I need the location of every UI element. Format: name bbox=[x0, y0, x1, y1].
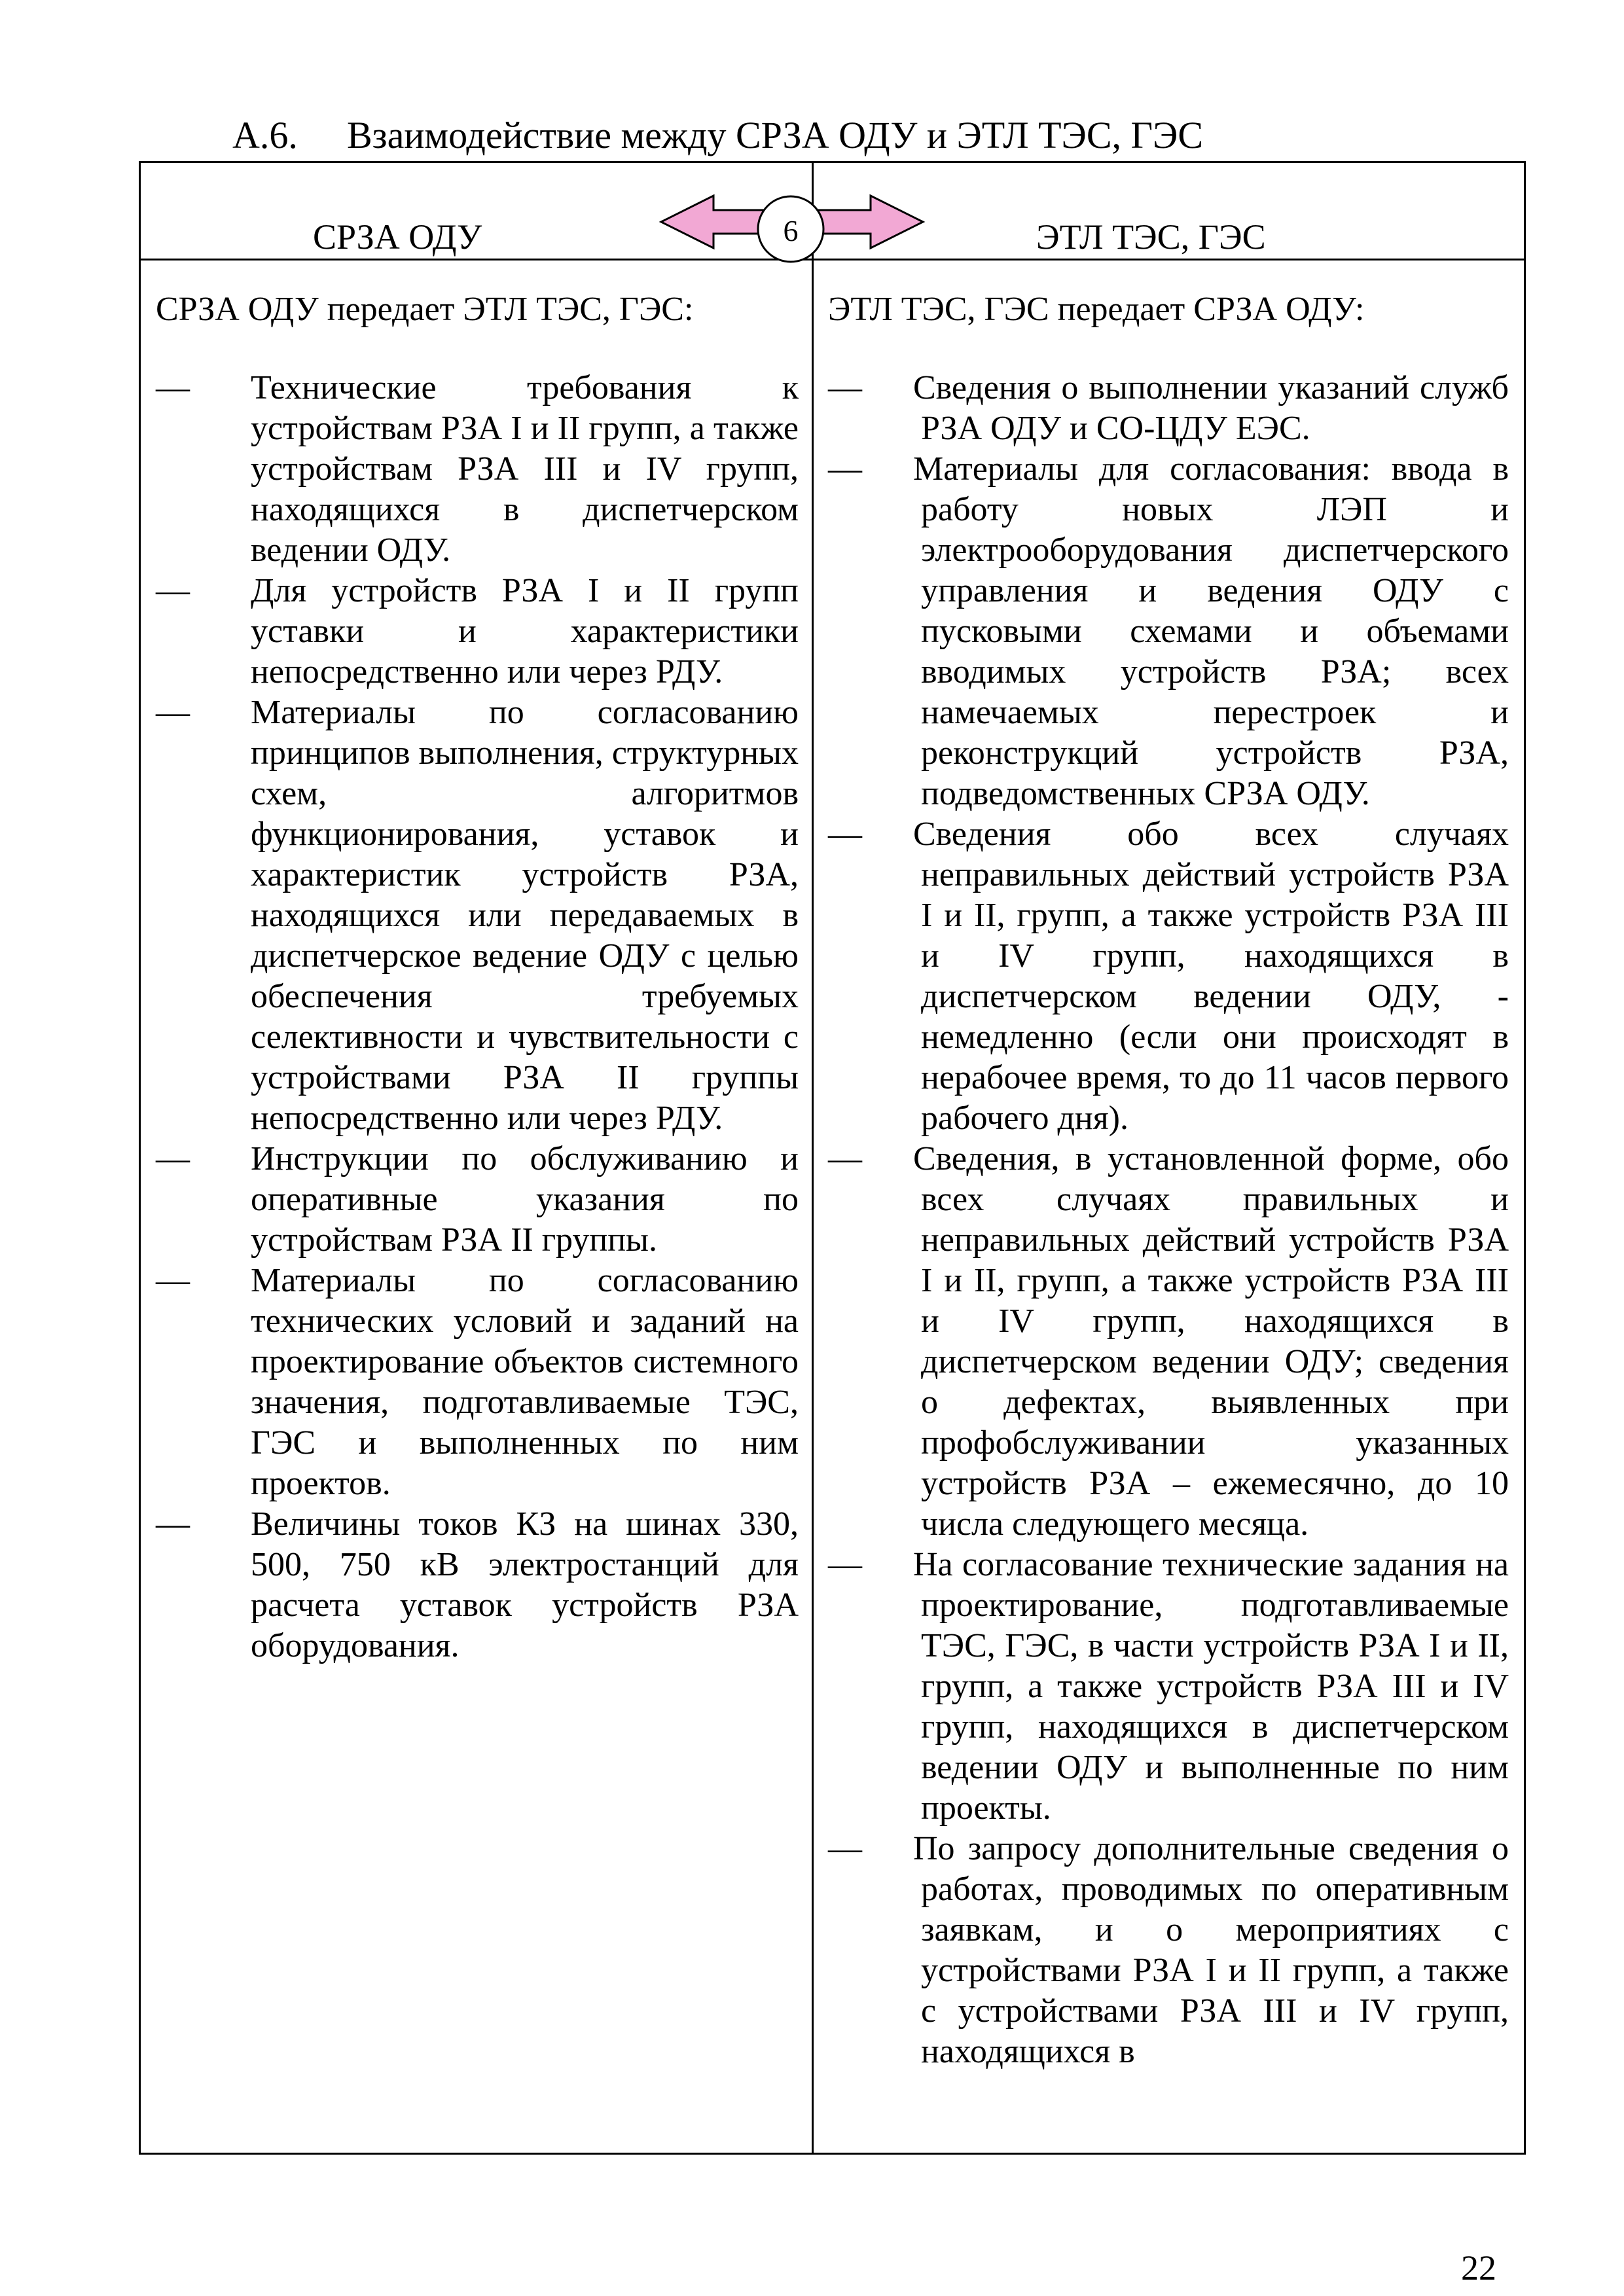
list-item bbox=[156, 1261, 799, 1504]
page-number: 22 bbox=[1461, 2248, 1496, 2287]
list-item-text: Материалы по согласованию технических условий и заданий на проектирование объектов системного значения, подготавливаемые ТЭС, ГЭС и выполненных по ним проектов. bbox=[251, 1262, 799, 1502]
list-item bbox=[156, 692, 799, 1139]
right-column-intro: ЭТЛ ТЭС, ГЭС передает СРЗА ОДУ: bbox=[828, 291, 1365, 328]
dash-bullet: — bbox=[156, 694, 190, 731]
dash-bullet: — bbox=[156, 572, 190, 609]
dash-bullet: — bbox=[156, 369, 190, 406]
dash-bullet: — bbox=[156, 1505, 190, 1543]
exchange-diagram bbox=[0, 0, 1624, 295]
left-column bbox=[156, 289, 799, 1666]
dash-bullet: — bbox=[156, 1140, 190, 1177]
dash-bullet: — bbox=[828, 1140, 862, 1177]
left-column-header: СРЗА ОДУ bbox=[313, 217, 482, 257]
list-item-text: Для устройств РЗА I и II групп уставки и характеристики непосредственно или через РДУ. bbox=[251, 572, 799, 691]
list-item-text: Сведения о выполнении указаний служб РЗА ОДУ и СО-ЦДУ ЕЭС. bbox=[913, 369, 1509, 447]
dash-bullet: — bbox=[156, 1262, 190, 1299]
list-item-text: По запросу дополнительные сведения о работах, проводимых по оперативным заявкам, и о мероприятиях с устройствами РЗА I и II групп, а также с устройствами РЗА III и IV групп, находящихся в bbox=[913, 1830, 1509, 2070]
list-item bbox=[828, 368, 1509, 449]
dash-bullet: — bbox=[828, 1546, 862, 1583]
list-item-text: Сведения обо всех случаях неправильных действий устройств РЗА I и II, групп, а также устройств РЗА III и IV групп, находящихся в диспетчерском ведении ОДУ, - немедленно (если они происходят в нерабочее время, то до 11 часов первого рабочего дня). bbox=[913, 816, 1509, 1137]
list-item bbox=[156, 571, 799, 692]
link-number: 6 bbox=[783, 214, 799, 247]
list-item-text: На согласование технические задания на проектирование, подготавливаемые ТЭС, ГЭС, в части устройств РЗА I и II, групп, а также устройств РЗА III и IV групп, находящихся в диспетчерском ведении ОДУ и выполненные по ним проекты. bbox=[913, 1546, 1509, 1827]
list-item bbox=[828, 1139, 1509, 1545]
list-item-text: Материалы по согласованию принципов выполнения, структурных схем, алгоритмов функционирования, уставок и характеристик устройств РЗА, находящихся или передаваемых в диспетчерское ведение ОДУ с целью обеспечения требуемых селективности и чувствительности с устройствами РЗА II группы непосредственно или через РДУ. bbox=[251, 694, 799, 1137]
list-item bbox=[828, 814, 1509, 1139]
dash-bullet: — bbox=[828, 1830, 862, 1867]
list-item-text: Сведения, в установленной форме, обо всех случаях правильных и неправильных действий устройств РЗА I и II, групп, а также устройств РЗА III и IV групп, находящихся в диспетчерском ведении ОДУ; сведения о дефектах, выявленных при профобслуживании указанных устройств РЗА – ежемесячно, до 10 числа следующего месяца. bbox=[913, 1140, 1509, 1543]
section-title: Взаимодействие между СРЗА ОДУ и ЭТЛ ТЭС, ГЭС bbox=[347, 114, 1204, 156]
left-arrow-icon bbox=[661, 196, 772, 248]
list-item bbox=[156, 1139, 799, 1261]
list-item-text: Технические требования к устройствам РЗА I и II групп, а также устройствам РЗА III и IV групп, находящихся в диспетчерском ведении ОДУ. bbox=[251, 369, 799, 569]
dash-bullet: — bbox=[828, 369, 862, 406]
dash-bullet: — bbox=[828, 450, 862, 488]
list-item bbox=[156, 1504, 799, 1666]
dash-bullet: — bbox=[828, 816, 862, 853]
column-divider bbox=[812, 161, 814, 2155]
right-column bbox=[828, 289, 1509, 2072]
list-item-text: Инструкции по обслуживанию и оперативные указания по устройствам РЗА II группы. bbox=[251, 1140, 799, 1259]
list-item bbox=[828, 1829, 1509, 2072]
right-column-header: ЭТЛ ТЭС, ГЭС bbox=[1036, 217, 1266, 257]
right-arrow-icon bbox=[812, 196, 923, 248]
left-column-intro: СРЗА ОДУ передает ЭТЛ ТЭС, ГЭС: bbox=[156, 291, 694, 328]
list-item-text: Материалы для согласования: ввода в работу новых ЛЭП и электрооборудования диспетчерского управления и ведения ОДУ с пусковыми схемами и объемами вводимых устройств РЗА; всех намечаемых перестроек и реконструкций устройств РЗА, подведомственных СРЗА ОДУ. bbox=[913, 450, 1509, 812]
section-number: А.6. bbox=[232, 114, 298, 156]
list-item bbox=[828, 449, 1509, 814]
list-item-text: Величины токов КЗ на шинах 330, 500, 750 кВ электростанций для расчета уставок устройств РЗА оборудования. bbox=[251, 1505, 799, 1664]
list-item bbox=[156, 368, 799, 571]
list-item bbox=[828, 1545, 1509, 1829]
